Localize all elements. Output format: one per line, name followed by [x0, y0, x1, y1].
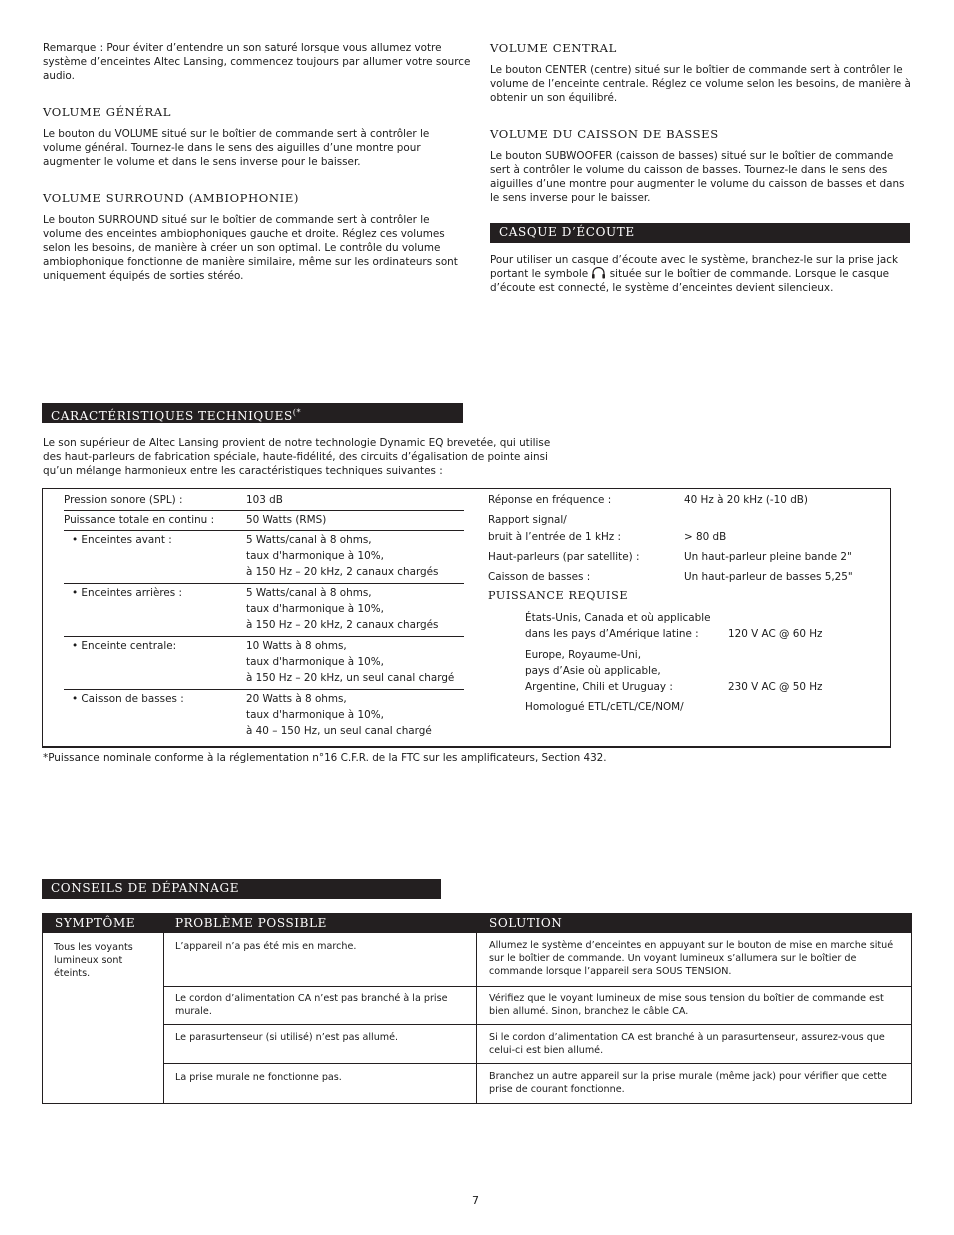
header-problem: PROBLÈME POSSIBLE: [175, 916, 327, 930]
row-divider: [163, 1063, 911, 1064]
trouble-table: [42, 913, 912, 1104]
specs-heading-mark: (*: [292, 408, 302, 417]
solution-cell: Allumez le système d’enceintes en appuyant sur le bouton de mise en marche situé sur le boîtier de commande. Un voyant lumineux s’allumera sur le boîtier de commande lorsque l’appareil sera SOUS TENSION.: [489, 940, 894, 977]
problem-cell: L’appareil n’a pas été mis en marche.: [175, 941, 357, 952]
page-number: 7: [472, 1194, 479, 1207]
spec-value: à 150 Hz – 20 kHz, 2 canaux chargés: [246, 566, 439, 578]
vol-general-heading: VOLUME GÉNÉRAL: [43, 105, 172, 119]
specs-intro: Le son supérieur de Altec Lansing provient de notre technologie Dynamic EQ brevetée, qui utilise des haut-parleurs de fabrication spéciale, haute-fidélité, des circuits d’égalisation de pointe ainsi qu’un mélange harmonieux entre les caractéristiques techniques suivantes :: [43, 437, 551, 477]
spec-label: • Enceinte centrale:: [72, 640, 177, 652]
spec-label: Caisson de basses :: [488, 571, 591, 583]
vol-sub-text: Le bouton SUBWOOFER (caisson de basses) situé sur le boîtier de commande sert à contrôler le volume du caisson de basses. Tournez-le dans le sens des aiguilles d’une montre pour augmenter le volume du caisson de basses et dans le sens inverse pour le baisser.: [490, 150, 905, 204]
power-value: 230 V AC @ 50 Hz: [728, 681, 823, 693]
power-certification: Homologué ETL/cETL/CE/NOM/: [525, 701, 684, 713]
row-divider: [163, 1024, 911, 1025]
spec-value: 10 Watts à 8 ohms,: [246, 640, 347, 652]
specs-heading-bar: [42, 403, 463, 423]
vol-surround-heading: VOLUME SURROUND (AMBIOPHONIE): [43, 191, 299, 205]
spec-value: 20 Watts à 8 ohms,: [246, 693, 347, 705]
spec-label: • Caisson de basses :: [72, 693, 184, 705]
power-region: Europe, Royaume-Uni,: [525, 649, 642, 661]
specs-heading: CARACTÉRISTIQUES TECHNIQUES: [51, 409, 293, 423]
problem-cell: Le cordon d’alimentation CA n’est pas branché à la prise murale.: [175, 993, 448, 1017]
vol-central-heading: VOLUME CENTRAL: [490, 41, 617, 55]
spec-value: taux d'harmonique à 10%,: [246, 709, 384, 721]
spec-label: Réponse en fréquence :: [488, 494, 612, 506]
solution-cell: Vérifiez que le voyant lumineux de mise sous tension du boîtier de commande est bien allumé. Sinon, branchez le câble CA.: [489, 993, 884, 1017]
power-region: États-Unis, Canada et où applicable: [525, 612, 711, 624]
spec-label: Rapport signal/: [488, 514, 567, 526]
spec-label: bruit à l’entrée de 1 kHz :: [488, 531, 622, 543]
spec-value: à 150 Hz – 20 kHz, 2 canaux chargés: [246, 619, 439, 631]
spec-value: à 150 Hz – 20 kHz, un seul canal chargé: [246, 672, 455, 684]
power-heading: PUISSANCE REQUISE: [488, 589, 629, 602]
spec-value: 5 Watts/canal à 8 ohms,: [246, 587, 372, 599]
specs-footnote: *Puissance nominale conforme à la réglementation n°16 C.F.R. de la FTC sur les amplificateurs, Section 432.: [43, 752, 607, 764]
casque-heading: CASQUE D’ÉCOUTE: [499, 225, 635, 239]
spec-value: 50 Watts (RMS): [246, 514, 327, 526]
trouble-heading-bar: [42, 879, 441, 899]
spec-value: Un haut-parleur de basses 5,25": [684, 571, 853, 583]
problem-cell: Le parasurtenseur (si utilisé) n’est pas allumé.: [175, 1032, 399, 1043]
power-region: dans les pays d’Amérique latine :: [525, 628, 699, 640]
spec-value: Un haut-parleur pleine bande 2": [684, 551, 852, 563]
spec-label: Pression sonore (SPL) :: [64, 494, 183, 506]
specs-box: [42, 488, 891, 748]
casque-text: [490, 253, 910, 295]
solution-cell: Branchez un autre appareil sur la prise murale (même jack) pour vérifier que cette prise de courant fonctionne.: [489, 1071, 887, 1095]
spec-label: Haut-parleurs (par satellite) :: [488, 551, 640, 563]
spec-value: taux d'harmonique à 10%,: [246, 603, 384, 615]
spec-divider: [64, 510, 464, 511]
spec-value: à 40 – 150 Hz, un seul canal chargé: [246, 725, 432, 737]
header-symptom: SYMPTÔME: [55, 916, 136, 930]
vol-surround-text: Le bouton SURROUND situé sur le boîtier de commande sert à contrôler le volume des enceintes ambiophoniques gauche et droite. Réglez ces volumes selon les besoins, de manière à créer un son optimal. Le contrôle du volume ambiophonique fonctionne de manière similaire, même sur les ordinateurs sont uniquement équipés de sorties stéréo.: [43, 214, 458, 282]
spec-divider: [64, 530, 464, 531]
spec-divider: [64, 636, 464, 637]
headphone-icon: [591, 267, 606, 279]
spec-value: taux d'harmonique à 10%,: [246, 550, 384, 562]
column-divider: [163, 933, 164, 1104]
spec-value: 40 Hz à 20 kHz (-10 dB): [684, 494, 808, 506]
vol-central-text: Le bouton CENTER (centre) situé sur le boîtier de commande sert à contrôler le volume de l’enceinte centrale. Réglez ce volume selon les besoins, de manière à obtenir un son équilibré.: [490, 64, 911, 104]
header-solution: SOLUTION: [489, 916, 563, 930]
problem-cell: La prise murale ne fonctionne pas.: [175, 1072, 342, 1083]
spec-divider: [64, 583, 464, 584]
column-divider: [476, 933, 477, 1104]
vol-general-text: Le bouton du VOLUME situé sur le boîtier de commande sert à contrôler le volume général. Tournez-le dans le sens des aiguilles d’une montre pour augmenter le volume et dans le sens inverse pour le baisser.: [43, 128, 430, 168]
spec-value: 5 Watts/canal à 8 ohms,: [246, 534, 372, 546]
solution-cell: Si le cordon d’alimentation CA est branché à un parasurtenseur, assurez-vous que celui-ci est bien allumé.: [489, 1032, 885, 1056]
spec-value: 103 dB: [246, 494, 283, 506]
casque-text-part1: Pour utiliser un casque d’écoute avec le système, branchez-le sur la prise jack portant le symbole: [490, 254, 899, 280]
power-value: 120 V AC @ 60 Hz: [728, 628, 823, 640]
spec-label: • Enceintes avant :: [72, 534, 172, 546]
power-region: Argentine, Chili et Uruguay :: [525, 681, 673, 693]
trouble-heading: CONSEILS DE DÉPANNAGE: [51, 881, 240, 895]
spec-value: taux d'harmonique à 10%,: [246, 656, 384, 668]
row-divider: [163, 986, 911, 987]
spec-label: Puissance totale en continu :: [64, 514, 215, 526]
power-region: pays d’Asie où applicable,: [525, 665, 661, 677]
remark-text: Remarque : Pour éviter d’entendre un son saturé lorsque vous allumez votre système d’enceintes Altec Lansing, commencez toujours par allumer votre source audio.: [43, 42, 471, 82]
spec-divider: [64, 689, 464, 690]
symptom-cell: Tous les voyants lumineux sont éteints.: [54, 942, 133, 979]
casque-heading-bar: [490, 223, 910, 243]
trouble-table-header: [43, 914, 911, 933]
casque-text-part2: située sur le boîtier de commande. Lorsque le casque d’écoute est connecté, le système d’enceintes devient silencieux.: [490, 268, 890, 294]
vol-sub-heading: VOLUME DU CAISSON DE BASSES: [490, 127, 719, 141]
spec-label: • Enceintes arrières :: [72, 587, 183, 599]
spec-value: > 80 dB: [684, 531, 727, 543]
